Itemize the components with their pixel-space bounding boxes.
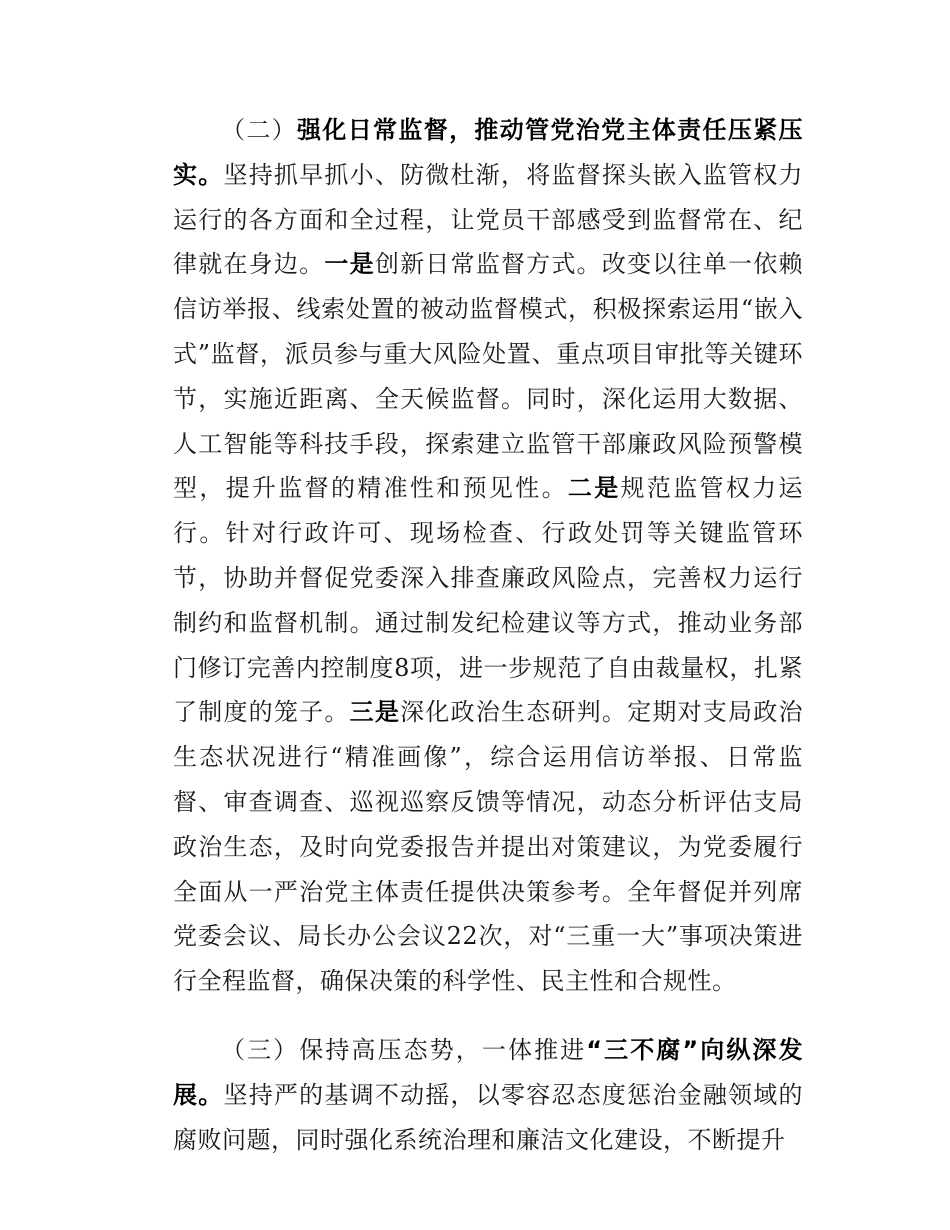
section-2-intro: 坚持抓早抓小、防微杜渐，将监督探头嵌入监管权力运行的各方面和全过程，让党员干部感受到监督常在、纪律就在身边。 [173,160,804,279]
section-2-number: （二） [221,116,298,144]
section-3-heading-quote: “三不腐” [586,1035,699,1064]
document-body [173,108,803,1162]
section-3-intro: 坚持严的基调不动摇，以零容忍态度惩治金融领域的腐败问题，同时强化系统治理和廉洁文化建设，不断提升 [173,1080,804,1154]
item-3-text: 深化政治生态研判。定期对支局政治生态状况进行“精准画像”，综合运用信访举报、日常监督、审查调查、巡视巡察反馈等情况，动态分析评估支局政治生态，及时向党委报告并提出对策建议，为党委履行全面从一严治党主体责任提供决策参考。全年督促并列席党委会议、局长办公会议22次，对“三重一大”事项决策进行全程监督，确保决策的科学性、民主性和合规性。 [173,698,804,996]
item-1-label: 一是 [324,250,375,279]
section-3-heading-prefix: （三）保持高压态势，一体推进 [221,1035,587,1064]
paragraph-section-2 [173,108,803,1004]
item-1-text: 创新日常监督方式。改变以往单一依赖信访举报、线索处置的被动监督模式，积极探索运用“嵌入式”监督，派员参与重大风险处置、重点项目审批等关键环节，实施近距离、全天候监督。同时，深化运用大数据、人工智能等科技手段，探索建立监管干部廉政风险预警模型，提升监督的精准性和预见性。 [173,250,804,503]
item-3-label: 三是 [349,698,401,727]
paragraph-section-3 [173,1028,803,1162]
section-3-heading-rest: 向纵深发展。 [173,1035,804,1109]
item-2-label: 二是 [567,474,621,503]
item-2-text: 规范监管权力运行。针对行政许可、现场检查、行政处罚等关键监管环节，协助并督促党委深入排查廉政风险点，完善权力运行制约和监督机制。通过制发纪检建议等方式，推动业务部门修订完善内控制度8项，进一步规范了自由裁量权，扎紧了制度的笼子。 [173,474,804,727]
section-2-heading: 强化日常监督，推动管党治党主体责任压紧压实。 [173,116,804,189]
